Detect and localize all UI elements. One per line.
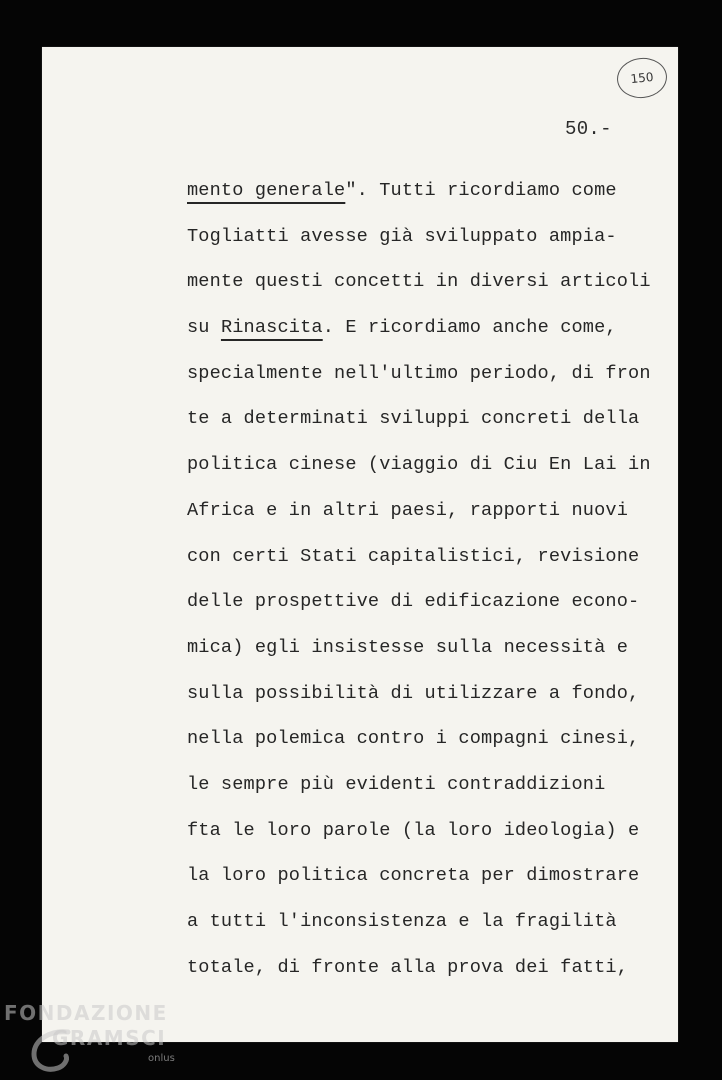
text-line: [187, 853, 677, 899]
watermark-line-1: FONDAZIONE: [4, 1001, 168, 1025]
text-line: [187, 945, 677, 991]
line-segment: delle prospettive di edificazione econo-: [187, 591, 640, 613]
line-segment: fta le loro parole (la loro ideologia) e: [187, 819, 640, 841]
line-segment: su: [187, 317, 221, 339]
text-line: [187, 762, 677, 808]
line-segment: con certi Stati capitalistici, revisione: [187, 545, 640, 567]
fondazione-gramsci-watermark: [0, 1000, 190, 1075]
line-segment: politica cinese (viaggio di Ciu En Lai in: [187, 454, 651, 476]
text-line: [187, 716, 677, 762]
line-segment: mente questi concetti in diversi articoli: [187, 271, 651, 293]
text-line: [187, 671, 677, 717]
line-segment: . E ricordiamo anche come,: [322, 317, 617, 339]
text-line: [187, 214, 677, 260]
underlined-text: Rinascita: [220, 317, 323, 339]
watermark-subtitle: onlus: [148, 1053, 175, 1064]
text-line: [187, 899, 677, 945]
text-line: [187, 808, 677, 854]
text-line: [187, 579, 677, 625]
line-segment: Africa e in altri paesi, rapporti nuovi: [187, 499, 629, 521]
line-segment: Togliatti avesse già sviluppato ampia-: [187, 225, 617, 247]
line-segment: specialmente nell'ultimo periodo, di fron: [187, 362, 651, 384]
watermark-line-2: GRAMSCI: [52, 1026, 167, 1050]
typed-text-body: [187, 168, 677, 990]
line-segment: totale, di fronte alla prova dei fatti,: [187, 956, 629, 978]
line-segment: te a determinati sviluppi concreti della: [187, 408, 640, 430]
line-segment: mica) egli insistesse sulla necessità e: [187, 636, 629, 658]
line-segment: le sempre più evidenti contraddizioni: [187, 773, 606, 795]
archive-stamp-number: 150: [615, 55, 669, 100]
text-line: [187, 305, 677, 351]
text-line: [187, 488, 677, 534]
page-number: 50.-: [565, 118, 612, 140]
underlined-text: mento generale: [187, 180, 346, 201]
line-segment: nella polemica contro i compagni cinesi,: [187, 728, 640, 750]
text-line: [187, 396, 677, 442]
text-line: [187, 351, 677, 397]
text-line: [187, 442, 677, 488]
text-line: [187, 534, 677, 580]
line-segment: sulla possibilità di utilizzare a fondo,: [187, 682, 640, 704]
line-segment: ". Tutti ricordiamo come: [345, 180, 617, 201]
line-segment: la loro politica concreta per dimostrare: [187, 865, 640, 887]
line-segment: a tutti l'inconsistenza e la fragilità: [187, 911, 617, 932]
text-line: [187, 259, 677, 305]
text-line: [187, 625, 677, 671]
text-line: [187, 168, 677, 214]
